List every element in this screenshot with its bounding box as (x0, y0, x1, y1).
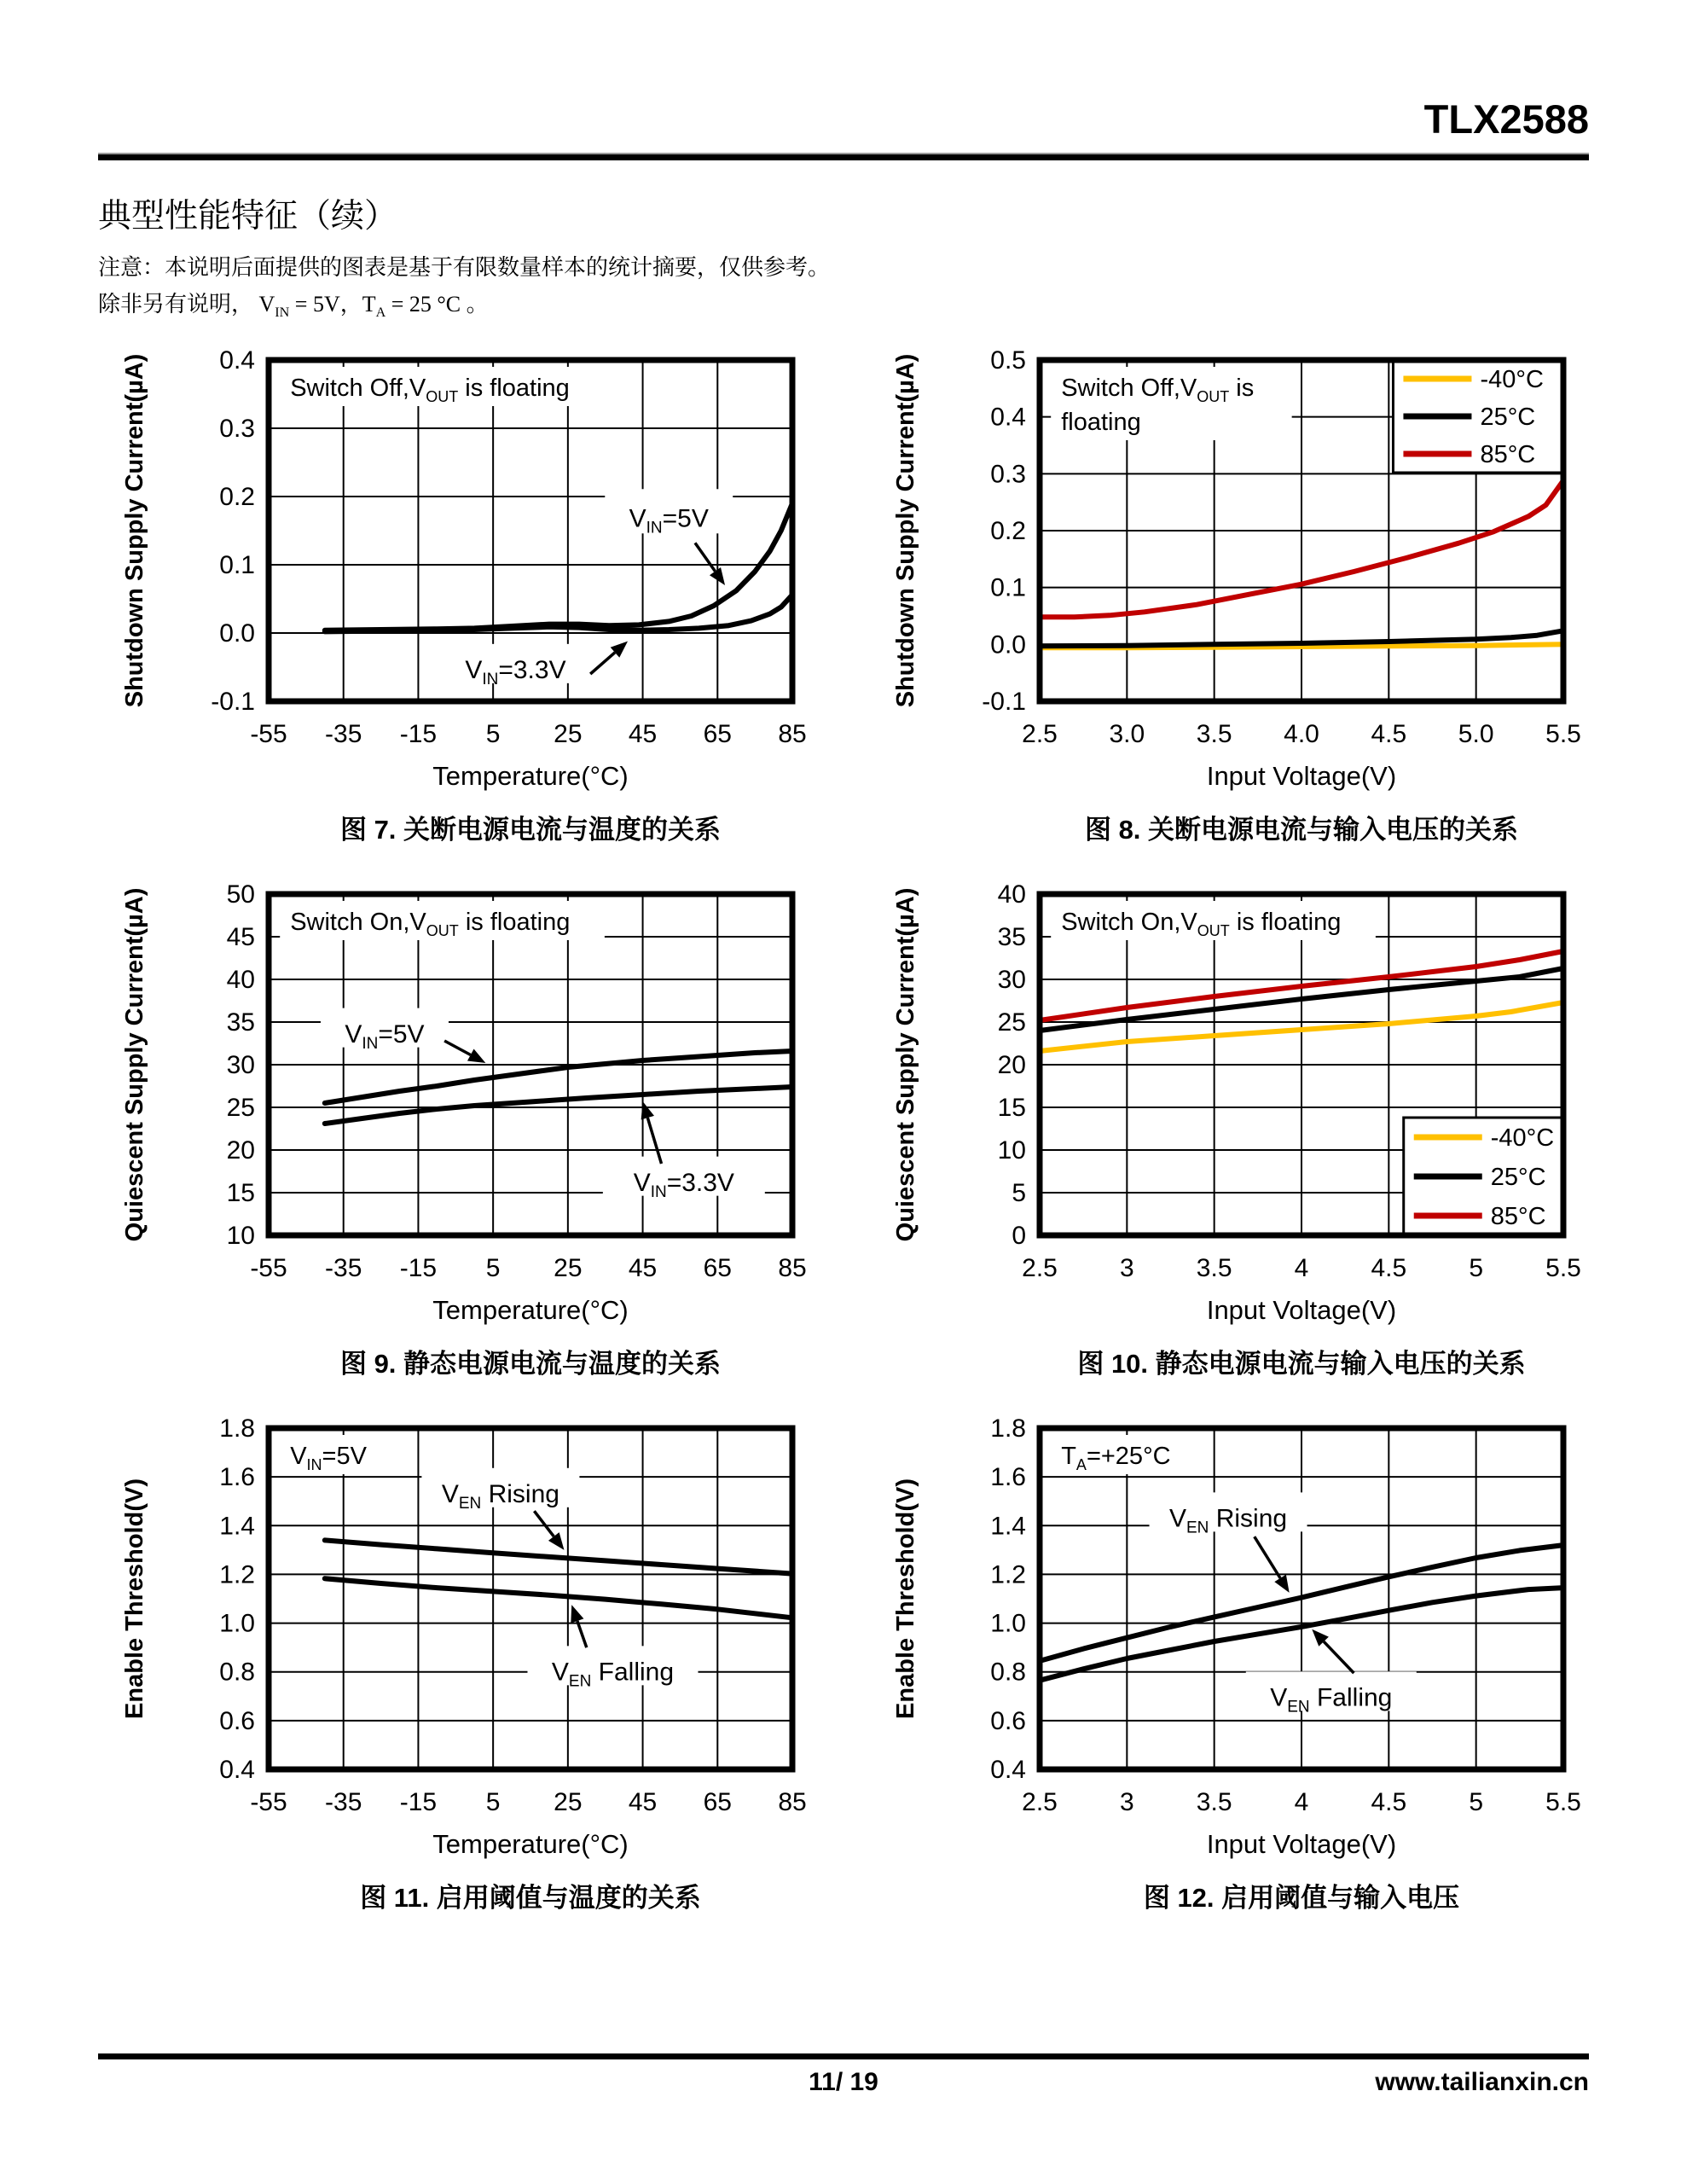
x-tick-label: 4.5 (1371, 720, 1407, 748)
x-tick-label: 3 (1119, 1788, 1134, 1816)
x-tick-label: 5.5 (1545, 720, 1581, 748)
axis-ticks (227, 880, 807, 1282)
y-axis-title: Shutdown Supply Current(µA) (892, 353, 919, 708)
x-tick-label: 85 (778, 1788, 807, 1816)
x-tick-label: 85 (778, 1254, 807, 1282)
y-tick-label: 40 (997, 880, 1026, 909)
axis-titles (892, 888, 1396, 1325)
x-axis-title: Input Voltage(V) (1206, 761, 1397, 791)
x-tick-label: -15 (399, 720, 438, 748)
page-number: 11/ 19 (809, 2068, 878, 2096)
fig10-plot (869, 875, 1589, 1336)
figure8-block (869, 341, 1589, 846)
figure10-block (869, 875, 1589, 1380)
figure7-caption: 图 7. 关断电源电流与温度的关系 (339, 815, 722, 845)
x-tick-label: 4.0 (1284, 720, 1319, 748)
legend-label: -40°C (1490, 1124, 1555, 1152)
y-tick-label: 1.8 (990, 1414, 1026, 1443)
series (325, 1540, 792, 1618)
y-tick-label: 0.4 (990, 1756, 1026, 1784)
y-tick-label: 0.0 (990, 630, 1026, 659)
y-tick-label: 20 (997, 1051, 1026, 1079)
x-tick-label: -55 (250, 720, 287, 748)
y-axis-title: Shutdown Supply Current(µA) (121, 353, 148, 708)
x-tick-label: -55 (250, 1788, 287, 1816)
y-axis-title: Enable Threshold(V) (121, 1478, 148, 1719)
y-tick-label: 15 (997, 1094, 1026, 1122)
charts-grid (98, 341, 1589, 1914)
y-tick-label: 1.4 (219, 1512, 255, 1541)
x-tick-label: 5 (1469, 1788, 1484, 1816)
y-tick-label: 1.8 (219, 1414, 255, 1443)
figure11-chart (98, 1409, 818, 1874)
x-tick-label: 45 (628, 1788, 658, 1816)
x-tick-label: 3 (1119, 1254, 1134, 1282)
x-axis-title: Input Voltage(V) (1206, 1829, 1397, 1859)
x-tick-label: -35 (325, 1254, 362, 1282)
y-tick-label: 25 (226, 1094, 255, 1122)
fig8-plot (869, 341, 1589, 802)
x-axis-title: Temperature(°C) (432, 761, 629, 791)
y-tick-label: 5 (1012, 1179, 1026, 1207)
annotation-box (280, 901, 605, 940)
figure11-block (98, 1409, 818, 1914)
y-tick-label: 0 (1012, 1222, 1026, 1250)
x-tick-label: 4.5 (1371, 1788, 1407, 1816)
series-line (325, 1578, 792, 1618)
y-tick-label: 0.3 (990, 460, 1026, 489)
x-tick-label: 3.5 (1196, 1788, 1232, 1816)
y-tick-label: 40 (226, 966, 255, 994)
x-tick-label: 5 (1469, 1254, 1484, 1282)
annotation-text: $T_A=+25^\circ C$ (1061, 1443, 1171, 1473)
axis-titles (121, 888, 629, 1325)
annotation-text: Switch $On,V_{OUT}$ is floating (1061, 909, 1342, 939)
x-tick-label: 25 (554, 720, 583, 748)
y-tick-label: 10 (226, 1222, 255, 1250)
x-tick-label: 65 (703, 720, 732, 748)
figure8-chart (869, 341, 1589, 806)
footer-rule (98, 2053, 1589, 2059)
figure12-block (869, 1409, 1589, 1914)
legend (1393, 360, 1563, 473)
x-tick-label: 2.5 (1022, 1254, 1058, 1282)
y-tick-label: 0.6 (219, 1706, 255, 1735)
y-tick-label: 0.0 (219, 619, 255, 648)
x-tick-label: -55 (250, 1254, 287, 1282)
y-tick-label: 30 (226, 1051, 255, 1079)
doc-part-number: TLX2588 (1423, 96, 1589, 142)
fig12-plot (869, 1409, 1589, 1870)
legend-label: 85°C (1490, 1203, 1546, 1230)
y-tick-label: 15 (226, 1179, 255, 1207)
annotation-text: Switch $Off,V_{OUT}$ is floating (290, 375, 570, 405)
y-tick-label: 20 (226, 1136, 255, 1165)
plot-labels (421, 1468, 698, 1691)
x-tick-label: 2.5 (1022, 1788, 1058, 1816)
figure8-caption: 图 8. 关断电源电流与输入电压的关系 (1084, 815, 1519, 845)
curve-label: $V_{IN}=5V$ (345, 1020, 425, 1053)
y-axis-title: Quiescent Supply Current(µA) (892, 887, 919, 1242)
x-tick-label: 3.0 (1109, 720, 1145, 748)
x-tick-label: -15 (399, 1788, 438, 1816)
y-tick-label: 1.6 (219, 1463, 255, 1492)
x-axis-title: Input Voltage(V) (1206, 1295, 1397, 1325)
y-tick-label: 35 (226, 1008, 255, 1037)
figure7-block (98, 341, 818, 846)
y-tick-label: 45 (226, 923, 255, 951)
x-tick-label: 5 (485, 1788, 501, 1816)
x-tick-label: 4.5 (1371, 1254, 1407, 1282)
axis-titles (892, 1478, 1396, 1859)
y-tick-label: 0.4 (219, 1756, 255, 1784)
y-axis-title: Enable Threshold(V) (892, 1478, 919, 1719)
x-tick-label: 45 (628, 720, 658, 748)
x-tick-label: 65 (703, 1254, 732, 1282)
annotation-text: Switch $Off,V_{OUT}$ is (1061, 375, 1255, 405)
x-tick-label: 25 (554, 1788, 583, 1816)
y-tick-label: 0.1 (990, 573, 1026, 602)
x-tick-label: 3.5 (1196, 720, 1232, 748)
series (325, 1051, 792, 1124)
annotation-text: floating (1061, 409, 1141, 436)
y-axis-title: Quiescent Supply Current(µA) (121, 887, 148, 1242)
annotation-text: $V_{IN}=5V$ (290, 1443, 367, 1473)
x-tick-label: -35 (325, 720, 362, 748)
note-line-2: 除非另有说明， $V_{IN} = 5V$，$T_A = 25$ °C 。 (98, 292, 489, 321)
y-tick-label: 0.8 (219, 1658, 255, 1687)
legend-label: -40°C (1480, 366, 1544, 393)
plot-labels (321, 1008, 765, 1201)
x-tick-label: 5.5 (1545, 1788, 1581, 1816)
y-tick-label: 10 (997, 1136, 1026, 1165)
annotation-box (280, 367, 612, 406)
x-tick-label: -15 (399, 1254, 438, 1282)
y-tick-label: 1.2 (219, 1560, 255, 1589)
y-tick-label: -0.1 (211, 688, 255, 716)
x-tick-label: 5.0 (1458, 720, 1494, 748)
y-tick-label: 35 (997, 923, 1026, 951)
y-tick-label: 0.4 (219, 346, 255, 375)
legend (1404, 1118, 1563, 1235)
legend-label: 25°C (1480, 404, 1536, 431)
series-line (325, 1051, 792, 1103)
fig9-plot (98, 875, 818, 1336)
y-tick-label: 50 (226, 880, 255, 909)
x-tick-label: 2.5 (1022, 720, 1058, 748)
header-rule (98, 153, 1589, 160)
annotation-box (280, 1435, 403, 1474)
note-line-1: 注意：本说明后面提供的图表是基于有限数量样本的统计摘要，仅供参考。 (98, 255, 831, 280)
x-tick-label: 5 (485, 720, 501, 748)
x-tick-label: 5.5 (1545, 1254, 1581, 1282)
fig11-plot (98, 1409, 818, 1870)
legend-label: 85°C (1480, 441, 1536, 468)
figure10-chart (869, 875, 1589, 1340)
x-tick-label: 45 (628, 1254, 658, 1282)
callout-arrows (534, 1511, 586, 1647)
figure12-chart (869, 1409, 1589, 1874)
axis-ticks (990, 1414, 1581, 1816)
y-tick-label: 1.0 (219, 1609, 255, 1638)
section-title: 典型性能特征（续） (98, 198, 398, 235)
x-tick-label: 25 (554, 1254, 583, 1282)
y-tick-label: 1.2 (990, 1560, 1026, 1589)
curve-label: $V_{EN}$ Rising (441, 1480, 559, 1513)
figure12-caption: 图 12. 启用阈值与输入电压 (1143, 1883, 1460, 1913)
footer-website: www.tailianxin.cn (1375, 2068, 1589, 2096)
y-tick-label: 0.5 (990, 346, 1026, 375)
y-tick-label: 0.2 (219, 483, 255, 511)
annotation-text: Switch $On,V_{OUT}$ is floating (290, 909, 571, 939)
curve-label: $V_{IN}=3.3V$ (465, 656, 566, 689)
x-tick-label: 5 (485, 1254, 501, 1282)
y-tick-label: 0.2 (990, 517, 1026, 545)
y-tick-label: 0.3 (219, 415, 255, 443)
curve-label: $V_{IN}=3.3V$ (633, 1169, 734, 1201)
y-tick-label: 1.0 (990, 1609, 1026, 1638)
x-axis-title: Temperature(°C) (432, 1829, 629, 1859)
annotation-box (1051, 901, 1376, 940)
curve-label: $V_{EN}$ Rising (1168, 1504, 1288, 1537)
annotation-box (1051, 367, 1291, 440)
figure10-caption: 图 10. 静态电源电流与输入电压的关系 (1077, 1349, 1526, 1379)
y-tick-label: 0.6 (990, 1706, 1026, 1735)
figure9-chart (98, 875, 818, 1340)
y-tick-label: 0.4 (990, 403, 1026, 432)
figure9-block (98, 875, 818, 1380)
x-tick-label: 3.5 (1196, 1254, 1232, 1282)
fig7-plot (98, 341, 818, 802)
y-tick-label: 0.1 (219, 551, 255, 579)
x-axis-title: Temperature(°C) (432, 1295, 629, 1325)
y-tick-label: 1.4 (990, 1512, 1026, 1541)
x-tick-label: 4 (1294, 1254, 1309, 1282)
curve-label: $V_{EN}$ Falling (1270, 1683, 1393, 1716)
y-tick-label: 1.6 (990, 1463, 1026, 1492)
curve-label: $V_{IN}=5V$ (629, 504, 709, 537)
legend-label: 25°C (1490, 1164, 1546, 1191)
x-tick-label: 65 (703, 1788, 732, 1816)
figure9-caption: 图 9. 静态电源电流与温度的关系 (339, 1349, 722, 1379)
figure7-chart (98, 341, 818, 806)
x-tick-label: 4 (1294, 1788, 1309, 1816)
figure11-caption: 图 11. 启用阈值与温度的关系 (360, 1883, 701, 1913)
plot-labels (434, 489, 733, 688)
x-tick-label: 85 (778, 720, 807, 748)
y-tick-label: 0.8 (990, 1658, 1026, 1687)
x-tick-label: -35 (325, 1788, 362, 1816)
curve-label: $V_{EN}$ Falling (551, 1658, 675, 1691)
y-tick-label: -0.1 (982, 688, 1026, 716)
y-tick-label: 25 (997, 1008, 1026, 1037)
annotation-box (1051, 1435, 1192, 1474)
y-tick-label: 30 (997, 966, 1026, 994)
axis-titles (121, 354, 629, 791)
